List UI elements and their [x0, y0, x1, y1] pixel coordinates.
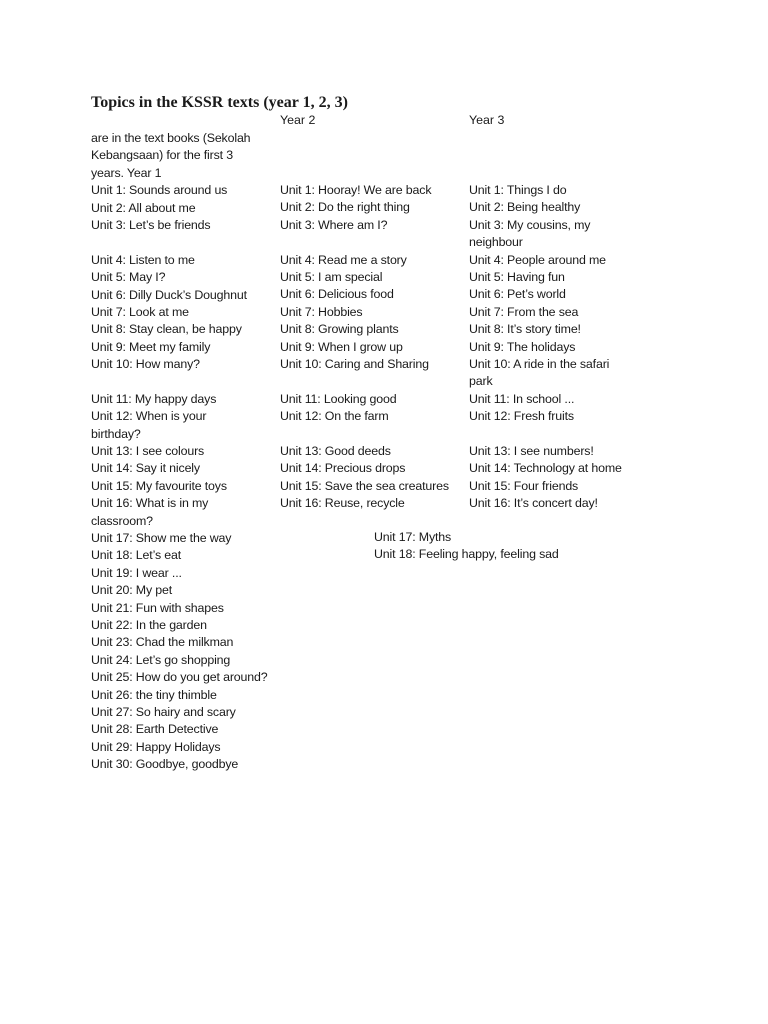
year3-topic: Unit 15: Four friends [469, 478, 579, 493]
year3-topic: Unit 13: I see numbers! [469, 443, 594, 458]
year2-topic: Unit 10: Caring and Sharing [280, 356, 429, 371]
year1-topic: Unit 13: I see colours [91, 444, 205, 459]
year1-topic: Unit 27: So hairy and scary [91, 704, 236, 719]
intro-line: are in the text books (Sekolah [91, 131, 251, 145]
year2-topic: Unit 9: When I grow up [280, 339, 403, 354]
year3-topic: neighbour [469, 235, 523, 250]
year3-topic: Unit 8: It’s story time! [469, 322, 581, 337]
year2-topic: Unit 4: Read me a story [280, 252, 407, 267]
year1-topic: birthday? [91, 426, 141, 441]
year2-topic: Unit 15: Save the sea creatures [280, 478, 449, 493]
extra-topic: Unit 17: Myths [374, 530, 452, 544]
year3-topic: Unit 11: In school ... [469, 391, 575, 406]
spacer [91, 234, 277, 251]
year1-topic: Unit 1: Sounds around us [91, 183, 228, 198]
year1-column [91, 130, 277, 773]
year3-topic: Unit 14: Technology at home [469, 461, 622, 476]
intro-line: Kebangsaan) for the first 3 [91, 148, 233, 163]
year1-topic: Unit 9: Meet my family [91, 339, 211, 354]
year1-topic: Unit 14: Say it nicely [91, 461, 200, 476]
year3-topic: Unit 9: The holidays [469, 339, 576, 354]
year1-topic: Unit 29: Happy Holidays [91, 739, 221, 754]
spacer [280, 234, 466, 251]
spacer [469, 425, 655, 442]
year2-topic: Unit 1: Hooray! We are back [280, 183, 432, 197]
year3-topic: Unit 1: Things I do [469, 183, 567, 197]
year2-topic: Unit 13: Good deeds [280, 443, 391, 458]
extra-topic: Unit 18: Feeling happy, feeling sad [374, 547, 559, 562]
year2-topic: Unit 5: I am special [280, 269, 383, 284]
year3-topic: Unit 5: Having fun [469, 269, 565, 284]
year3-topic: Unit 6: Pet’s world [469, 287, 566, 302]
year2-topic-list [280, 182, 466, 512]
year3-header: Year 3 [469, 113, 505, 127]
year1-topic: Unit 26: the tiny thimble [91, 687, 217, 702]
year1-topic: Unit 10: How many? [91, 357, 200, 372]
spacer [280, 425, 466, 442]
year1-topic: Unit 4: Listen to me [91, 252, 195, 267]
year3-topic: Unit 16: It’s concert day! [469, 496, 598, 511]
year1-topic: Unit 11: My happy days [91, 391, 217, 406]
year2-topic: Unit 3: Where am I? [280, 217, 388, 232]
year2-topic: Unit 12: On the farm [280, 409, 389, 424]
year1-topic: Unit 6: Dilly Duck’s Doughnut [91, 287, 247, 302]
year1-topic: Unit 16: What is in my [91, 496, 209, 511]
year1-topic: Unit 30: Goodbye, goodbye [91, 757, 239, 772]
year3-topic: Unit 12: Fresh fruits [469, 409, 574, 424]
year2-topic: Unit 6: Delicious food [280, 287, 394, 302]
year1-topic: Unit 12: When is your [91, 409, 207, 424]
year3-topic: Unit 2: Being healthy [469, 200, 581, 215]
year2-topic: Unit 2: Do the right thing [280, 200, 410, 215]
spacer [91, 373, 277, 390]
page-title: Topics in the KSSR texts (year 1, 2, 3) [91, 94, 348, 111]
year1-topic: classroom? [91, 513, 153, 528]
year1-topic: Unit 17: Show me the way [91, 530, 232, 545]
year1-topic: Unit 20: My pet [91, 583, 173, 598]
year1-topic: Unit 15: My favourite toys [91, 478, 227, 493]
year1-topic: Unit 19: I wear ... [91, 565, 182, 580]
year1-topic: Unit 23: Chad the milkman [91, 635, 234, 650]
year3-topic: Unit 10: A ride in the safari [469, 356, 610, 371]
year2-topic: Unit 8: Growing plants [280, 322, 399, 337]
spacer [280, 373, 466, 390]
year2-3-extra-topic-list [374, 529, 674, 564]
year2-topic: Unit 11: Looking good [280, 391, 397, 406]
year3-topic: Unit 3: My cousins, my [469, 217, 591, 232]
year1-topic: Unit 2: All about me [91, 200, 196, 215]
year1-topic: Unit 3: Let’s be friends [91, 217, 211, 232]
year3-topic: Unit 4: People around me [469, 252, 606, 267]
year3-topic: park [469, 374, 493, 389]
year2-topic: Unit 7: Hobbies [280, 304, 363, 319]
year1-topic: Unit 21: Fun with shapes [91, 600, 224, 615]
year1-topic: Unit 5: May I? [91, 270, 166, 285]
year1-topic: Unit 7: Look at me [91, 304, 189, 319]
intro-line: years. Year 1 [91, 165, 162, 180]
year1-topic: Unit 24: Let’s go shopping [91, 652, 231, 667]
year3-topic: Unit 7: From the sea [469, 304, 579, 319]
year1-topic: Unit 18: Let’s eat [91, 548, 182, 563]
year3-topic-list [469, 182, 655, 512]
year1-topic: Unit 22: In the garden [91, 617, 207, 632]
year1-topic-list [91, 182, 277, 773]
year2-topic: Unit 16: Reuse, recycle [280, 496, 405, 511]
year1-topic: Unit 8: Stay clean, be happy [91, 322, 242, 337]
year2-topic: Unit 14: Precious drops [280, 461, 406, 476]
year1-topic: Unit 25: How do you get around? [91, 670, 268, 685]
year2-header: Year 2 [280, 113, 316, 127]
year1-topic: Unit 28: Earth Detective [91, 722, 219, 737]
